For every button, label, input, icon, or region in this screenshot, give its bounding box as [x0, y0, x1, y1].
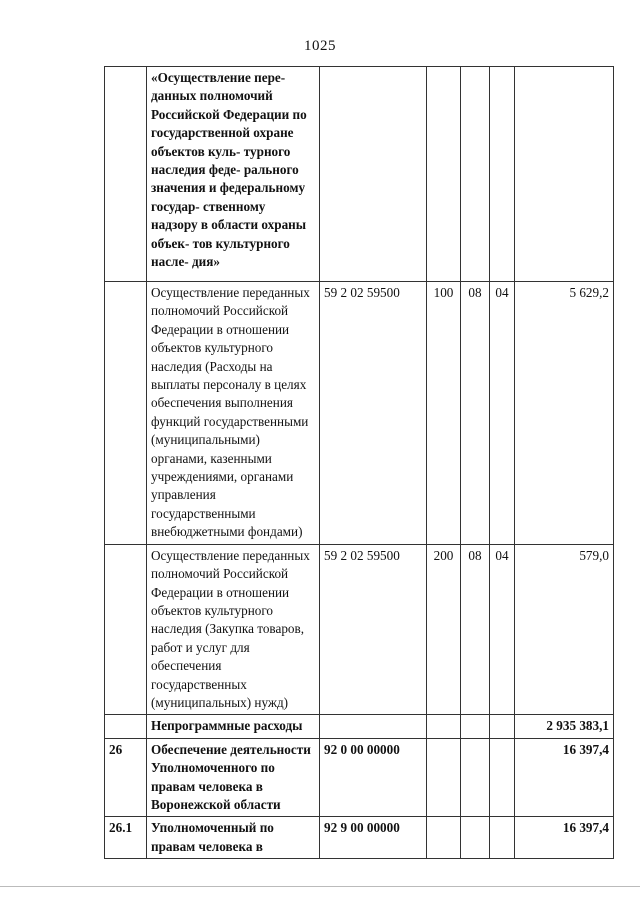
row-vr-cell — [427, 67, 461, 282]
row-rz-cell: 08 — [461, 544, 490, 715]
row-name-cell: Осуществление переданных полномочий Российской Федерации в отношении объектов культурного наследия (Расходы на выплаты персоналу в целях обеспечения выполнения функций государственными (муниципальными) органами, казенными учреждениями, органами управления государственными внебюджетными фондами) — [147, 282, 320, 545]
row-pr-cell: 04 — [490, 544, 515, 715]
table-row — [105, 282, 614, 545]
row-rz-cell — [461, 817, 490, 859]
row-number-cell: 26.1 — [105, 817, 147, 859]
row-number-cell — [105, 282, 147, 545]
row-sum-cell: 16 397,4 — [515, 738, 614, 817]
row-code-cell: 59 2 02 59500 — [320, 544, 427, 715]
row-vr-cell: 100 — [427, 282, 461, 545]
page-bottom-divider — [0, 886, 640, 887]
row-number-cell — [105, 544, 147, 715]
row-sum-cell — [515, 67, 614, 282]
row-number-cell: 26 — [105, 738, 147, 817]
row-pr-cell — [490, 738, 515, 817]
row-name-cell: Непрограммные расходы — [147, 715, 320, 738]
row-code-cell — [320, 67, 427, 282]
row-vr-cell — [427, 715, 461, 738]
row-rz-cell — [461, 715, 490, 738]
row-vr-cell: 200 — [427, 544, 461, 715]
row-name-cell: Уполномоченный по правам человека в — [147, 817, 320, 859]
row-sum-cell: 2 935 383,1 — [515, 715, 614, 738]
budget-table — [104, 66, 614, 859]
row-sum-cell: 579,0 — [515, 544, 614, 715]
row-code-cell: 92 0 00 00000 — [320, 738, 427, 817]
row-code-cell: 92 9 00 00000 — [320, 817, 427, 859]
row-rz-cell: 08 — [461, 282, 490, 545]
row-number-cell — [105, 715, 147, 738]
row-code-cell: 59 2 02 59500 — [320, 282, 427, 545]
table-row — [105, 817, 614, 859]
row-rz-cell — [461, 67, 490, 282]
row-name-cell: Осуществление переданных полномочий Российской Федерации в отношении объектов культурного наследия (Закупка товаров, работ и услуг для обеспечения государственных (муниципальных) нужд) — [147, 544, 320, 715]
row-name-cell: «Осуществление пере- данных полномочий Российской Федерации по государственной охране объектов куль- турного наследия феде- рального значения и федеральному государ- ственному надзору в области охраны объек- тов культурного насле- дия» — [147, 67, 320, 282]
row-sum-cell: 5 629,2 — [515, 282, 614, 545]
table-row — [105, 715, 614, 738]
page-number: 1025 — [304, 38, 336, 54]
row-rz-cell — [461, 738, 490, 817]
row-code-cell — [320, 715, 427, 738]
row-pr-cell — [490, 817, 515, 859]
row-vr-cell — [427, 738, 461, 817]
row-pr-cell: 04 — [490, 282, 515, 545]
table-row — [105, 544, 614, 715]
row-sum-cell: 16 397,4 — [515, 817, 614, 859]
table-row — [105, 738, 614, 817]
row-number-cell — [105, 67, 147, 282]
row-pr-cell — [490, 67, 515, 282]
row-pr-cell — [490, 715, 515, 738]
row-name-cell: Обеспечение деятельности Уполномоченного по правам человека в Воронежской области — [147, 738, 320, 817]
row-vr-cell — [427, 817, 461, 859]
table-row — [105, 67, 614, 282]
